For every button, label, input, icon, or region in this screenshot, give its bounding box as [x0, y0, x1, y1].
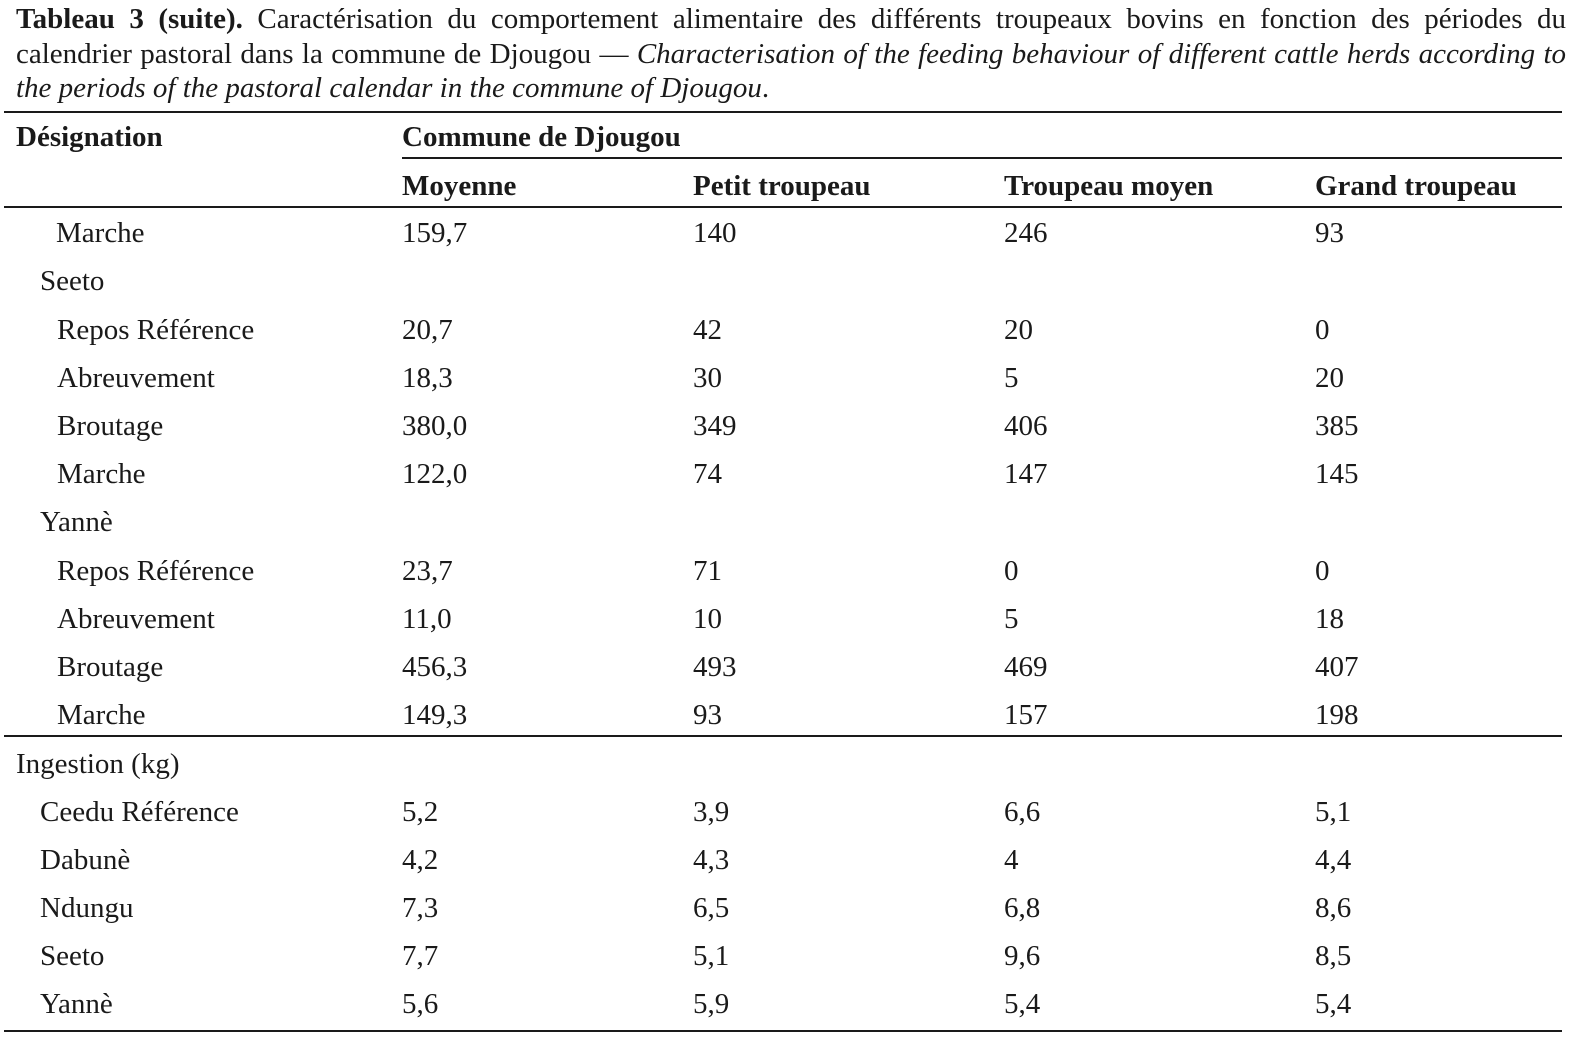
header-designation: Désignation — [16, 121, 163, 153]
row-label: Marche — [57, 699, 146, 731]
group-rule — [402, 157, 1562, 159]
row-label: Repos Référence — [57, 314, 255, 346]
row-label: Ingestion (kg) — [16, 748, 180, 780]
cell-grand-troupeau: 385 — [1315, 410, 1359, 442]
cell-grand-troupeau: 8,6 — [1315, 892, 1352, 924]
header-group: Commune de Djougou — [402, 121, 681, 153]
cell-troupeau-moyen: 5 — [1004, 362, 1019, 394]
cell-moyenne: 18,3 — [402, 362, 453, 394]
cell-troupeau-moyen: 0 — [1004, 555, 1019, 587]
row-label: Ndungu — [40, 892, 134, 924]
cell-petit-troupeau: 6,5 — [693, 892, 730, 924]
cell-moyenne: 23,7 — [402, 555, 453, 587]
cell-grand-troupeau: 5,1 — [1315, 796, 1352, 828]
cell-moyenne: 456,3 — [402, 651, 468, 683]
cell-troupeau-moyen: 469 — [1004, 651, 1048, 683]
cell-petit-troupeau: 10 — [693, 603, 722, 635]
cell-petit-troupeau: 74 — [693, 458, 722, 490]
cell-troupeau-moyen: 6,6 — [1004, 796, 1041, 828]
header-col-petit: Petit troupeau — [693, 170, 871, 202]
cell-moyenne: 20,7 — [402, 314, 453, 346]
cell-troupeau-moyen: 5,4 — [1004, 988, 1041, 1020]
cell-troupeau-moyen: 147 — [1004, 458, 1048, 490]
cell-troupeau-moyen: 20 — [1004, 314, 1033, 346]
row-label: Dabunè — [40, 844, 131, 876]
row-label: Repos Référence — [57, 555, 255, 587]
cell-petit-troupeau: 3,9 — [693, 796, 730, 828]
cell-grand-troupeau: 0 — [1315, 555, 1330, 587]
cell-grand-troupeau: 93 — [1315, 217, 1344, 249]
section-rule — [4, 735, 1562, 737]
cell-troupeau-moyen: 157 — [1004, 699, 1048, 731]
header-bottom-rule — [4, 206, 1562, 208]
cell-troupeau-moyen: 9,6 — [1004, 940, 1041, 972]
cell-moyenne: 380,0 — [402, 410, 468, 442]
cell-troupeau-moyen: 6,8 — [1004, 892, 1041, 924]
header-col-grand: Grand troupeau — [1315, 170, 1517, 202]
caption-english: Characterisation of the feeding behaviour of different cattle herds according to the periods of the pastoral calendar in the commune of Djougou — [16, 37, 1567, 104]
caption-lead: Tableau 3 (suite). — [16, 3, 243, 35]
header-col-moyenne: Moyenne — [402, 170, 517, 202]
cell-grand-troupeau: 407 — [1315, 651, 1359, 683]
cell-grand-troupeau: 0 — [1315, 314, 1330, 346]
cell-moyenne: 122,0 — [402, 458, 468, 490]
cell-petit-troupeau: 140 — [693, 217, 737, 249]
top-rule — [4, 111, 1562, 113]
cell-petit-troupeau: 42 — [693, 314, 722, 346]
header-col-moyen: Troupeau moyen — [1004, 170, 1214, 202]
cell-troupeau-moyen: 246 — [1004, 217, 1048, 249]
row-label: Yannè — [40, 506, 113, 538]
caption-end: . — [761, 72, 770, 104]
cell-troupeau-moyen: 406 — [1004, 410, 1048, 442]
caption-french: Caractérisation du comportement alimentaire des différents troupeaux bovins en fonction des périodes du calendrier pastoral dans la commune de Djougou — [16, 3, 1566, 70]
row-label: Yannè — [40, 988, 113, 1020]
cell-grand-troupeau: 20 — [1315, 362, 1344, 394]
row-label: Abreuvement — [57, 362, 215, 394]
cell-troupeau-moyen: 5 — [1004, 603, 1019, 635]
cell-grand-troupeau: 18 — [1315, 603, 1344, 635]
cell-petit-troupeau: 349 — [693, 410, 737, 442]
cell-petit-troupeau: 30 — [693, 362, 722, 394]
cell-moyenne: 5,2 — [402, 796, 439, 828]
cell-moyenne: 7,3 — [402, 892, 439, 924]
cell-moyenne: 4,2 — [402, 844, 439, 876]
row-label: Broutage — [57, 410, 164, 442]
caption-separator: — — [599, 37, 629, 70]
row-label: Broutage — [57, 651, 164, 683]
cell-moyenne: 159,7 — [402, 217, 468, 249]
cell-petit-troupeau: 71 — [693, 555, 722, 587]
row-label: Marche — [57, 458, 146, 490]
cell-petit-troupeau: 493 — [693, 651, 737, 683]
cell-moyenne: 5,6 — [402, 988, 439, 1020]
row-label: Abreuvement — [57, 603, 215, 635]
row-label: Seeto — [40, 265, 105, 297]
cell-troupeau-moyen: 4 — [1004, 844, 1019, 876]
table-caption — [16, 2, 1566, 106]
bottom-rule — [4, 1030, 1562, 1032]
cell-moyenne: 149,3 — [402, 699, 468, 731]
row-label: Marche — [56, 217, 145, 249]
row-label: Seeto — [40, 940, 105, 972]
cell-moyenne: 11,0 — [402, 603, 452, 635]
cell-petit-troupeau: 5,9 — [693, 988, 730, 1020]
cell-grand-troupeau: 198 — [1315, 699, 1359, 731]
cell-petit-troupeau: 93 — [693, 699, 722, 731]
cell-moyenne: 7,7 — [402, 940, 439, 972]
cell-grand-troupeau: 5,4 — [1315, 988, 1352, 1020]
cell-grand-troupeau: 145 — [1315, 458, 1359, 490]
row-label: Ceedu Référence — [40, 796, 239, 828]
cell-grand-troupeau: 8,5 — [1315, 940, 1352, 972]
cell-grand-troupeau: 4,4 — [1315, 844, 1352, 876]
cell-petit-troupeau: 5,1 — [693, 940, 730, 972]
cell-petit-troupeau: 4,3 — [693, 844, 730, 876]
